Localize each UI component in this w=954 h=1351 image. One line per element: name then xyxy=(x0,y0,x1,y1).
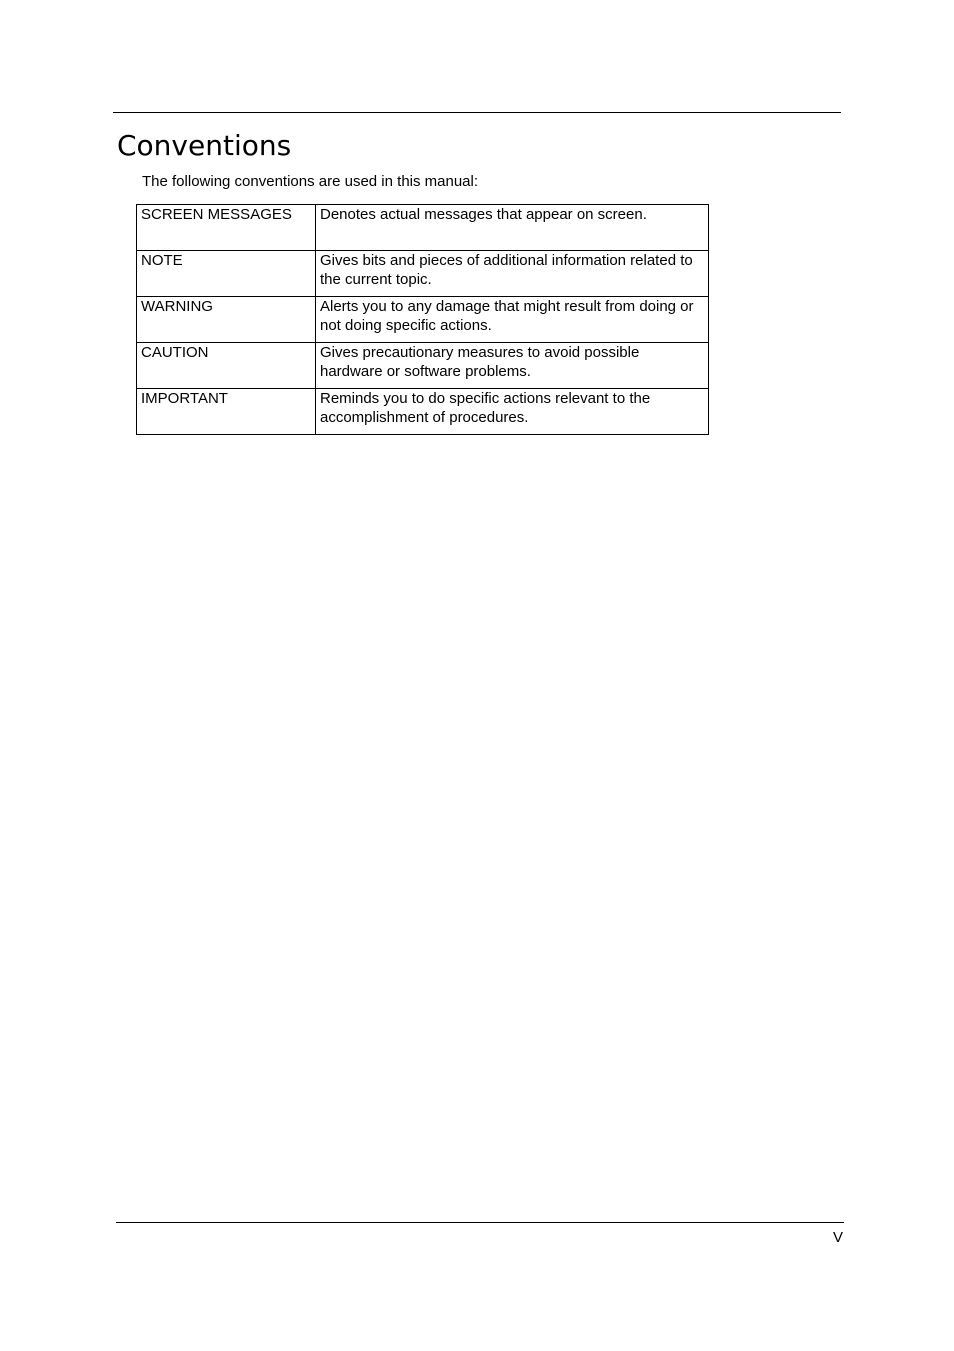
convention-term: WARNING xyxy=(137,297,316,343)
table-row xyxy=(137,343,709,389)
table-row xyxy=(137,205,709,251)
page-number: V xyxy=(832,1229,843,1246)
convention-term: NOTE xyxy=(137,251,316,297)
table-row xyxy=(137,389,709,435)
header-rule xyxy=(113,112,841,113)
convention-description: Gives precautionary measures to avoid possible hardware or software problems. xyxy=(316,343,709,389)
convention-term: SCREEN MESSAGES xyxy=(137,205,316,251)
footer-rule xyxy=(116,1222,844,1223)
convention-description: Denotes actual messages that appear on screen. xyxy=(316,205,709,251)
convention-term: CAUTION xyxy=(137,343,316,389)
conventions-table xyxy=(136,204,709,435)
table-row xyxy=(137,251,709,297)
page-title: Conventions xyxy=(117,129,292,162)
convention-description: Alerts you to any damage that might result from doing or not doing specific actions. xyxy=(316,297,709,343)
convention-term: IMPORTANT xyxy=(137,389,316,435)
convention-description: Gives bits and pieces of additional information related to the current topic. xyxy=(316,251,709,297)
intro-text: The following conventions are used in this manual: xyxy=(142,173,479,190)
convention-description: Reminds you to do specific actions relevant to the accomplishment of procedures. xyxy=(316,389,709,435)
table-row xyxy=(137,297,709,343)
